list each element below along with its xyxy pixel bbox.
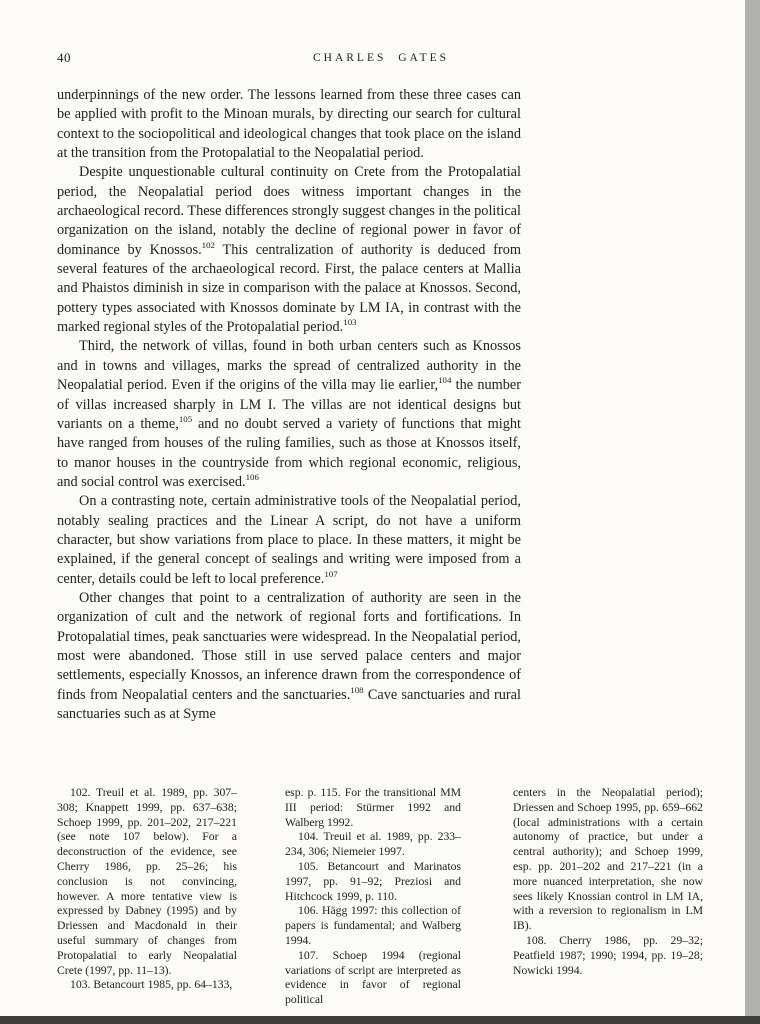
footnote-ref: 106	[245, 472, 259, 483]
paragraph: underpinnings of the new order. The lessons learned from these three cases can be applied with profit to the Minoan murals, by directing our search for cultural context to the sociopolitical and ideological changes that took place on the island at the transition from the Protopalatial to the Neopalatial period.	[57, 87, 521, 162]
footnote-column	[285, 786, 461, 1008]
footnote-ref: 107	[324, 568, 338, 579]
footnote: centers in the Neopalatial period); Driessen and Schoep 1995, pp. 659–662 (local administrations with a certain autonomy of practice, but under a central authority); and Schoep 1999, esp. pp. 201–202 and 217–221 (in a more nuanced interpretation, she now sees likely Knossian control in LM IA, with a reversion to regionalism in LM IB).	[513, 786, 703, 933]
paragraph: Other changes that point to a centralization of authority are seen in the organization of cult and the network of regional forts and fortifications. In Protopalatial times, peak sanctuaries were widespread. In the Neopalatial period, most were abandoned. Those still in use served palace centers and major settlements, especially Knossos, an inference drawn from the correspondence of finds from Neopalatial centers and the sanctuaries.$^{108}$ Cave sanctuaries and rural sanctuaries such as at Syme	[57, 589, 521, 722]
paragraph: On a contrasting note, certain administrative tools of the Neopalatial period, notably sealing practices and the Linear A script, do not have a uniform character, but show variations from place to place. In these matters, it might be explained, if the general concept of sealings and writing were imposed from a center, details could be left to local preference.$^{107}$	[57, 493, 521, 587]
footnote: 104. Treuil et al. 1989, pp. 233–234, 306; Niemeier 1997.	[285, 830, 461, 859]
paragraph: Despite unquestionable cultural continuity on Crete from the Protopalatial period, the Neopalatial period does witness important changes in the archaeological record. These differences strongly suggest changes in the political organization on the island, notably the decline of regional power in favor of dominance by Knossos.$^{102}$ This centralization of authority is deduced from several features of the archaeological record. First, the palace centers at Mallia and Phaistos diminish in size in comparison with the palace at Knossos. Second, pottery types associated with Knossos dominate by LM IA, in contrast with the marked regional styles of the Protopalatial period.$^{103}$	[57, 164, 521, 336]
footnote: esp. p. 115. For the transitional MM III period: Stürmer 1992 and Walberg 1992.	[285, 786, 461, 829]
footnotes-section	[57, 786, 707, 1008]
scan-gutter	[745, 0, 760, 1024]
footnote-ref: 103	[343, 317, 357, 328]
footnote-ref: 108	[350, 684, 364, 695]
page-number: 40	[57, 50, 71, 65]
body-text	[57, 86, 521, 724]
footnote-column	[57, 786, 237, 1008]
footnote-ref: 105	[178, 414, 193, 425]
footnote-ref: 102	[201, 239, 215, 250]
footnote-ref: 104	[438, 375, 452, 386]
footnote: 107. Schoep 1994 (regional variations of script are interpreted as evidence in favor of regional political	[285, 948, 461, 1007]
footnote: 106. Hägg 1997: this collection of papers is fundamental; and Walberg 1994.	[285, 904, 461, 947]
footnote-column	[513, 786, 703, 1008]
paragraph: Third, the network of villas, found in both urban centers such as Knossos and in towns and villages, marks the spread of centralized authority in the Neopalatial period. Even if the origins of the villa may lie earlier,$^{104}$ the number of villas increased sharply in LM I. The villas are not identical designs but variants on a theme,$^{105}$ and no doubt served a variety of functions that might have ranged from houses of the ruling families, such as those at Knossos itself, to manor houses in the countryside from which regional economic, religious, and social control was exercised.$^{106}$	[57, 338, 521, 490]
footnote: 108. Cherry 1986, pp. 29–32; Peatfield 1987; 1990; 1994, pp. 19–28; Nowicki 1994.	[513, 933, 703, 977]
page-edge-shadow	[0, 1016, 760, 1024]
running-head: CHARLES GATES	[312, 52, 450, 64]
footnote: 102. Treuil et al. 1989, pp. 307–308; Knappett 1999, pp. 637–638; Schoep 1999, pp. 201–202, 217–221 (see note 107 below). For a deconstruction of the evidence, see Cherry 1986, pp. 25–26; his conclusion is not convincing, however. A more tentative view is expressed by Dabney (1995) and by Driessen and Macdonald in their useful summary of changes from Protopalatial to early Neopalatial Crete (1997, pp. 11–13).	[57, 786, 237, 977]
footnote: 105. Betancourt and Marinatos 1997, pp. 91–92; Preziosi and Hitchcock 1999, p. 110.	[285, 859, 461, 903]
footnote: 103. Betancourt 1985, pp. 64–133,	[70, 978, 233, 992]
